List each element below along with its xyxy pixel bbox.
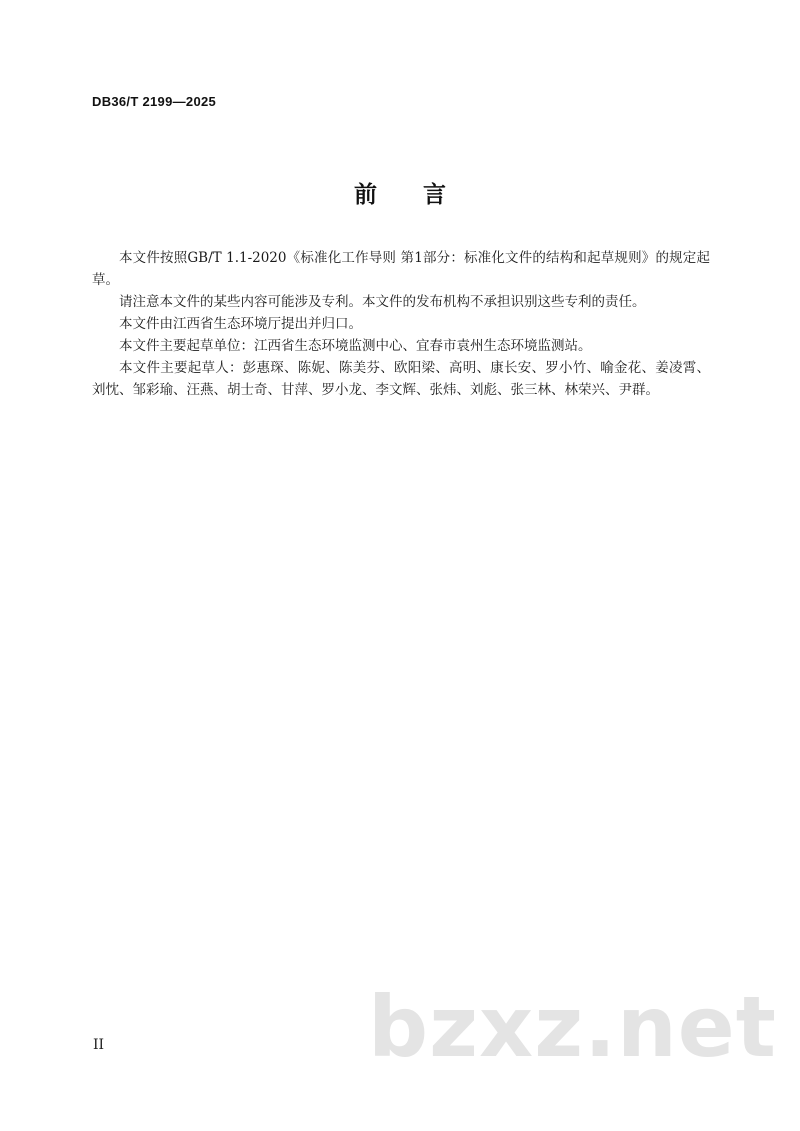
paragraph-patent-notice: 请注意本文件的某些内容可能涉及专利。本文件的发布机构不承担识别这些专利的责任。 xyxy=(119,294,646,310)
paragraph-drafters: 本文件主要起草人：彭惠琛、陈妮、陈美芬、欧阳梁、高明、康长安、罗小竹、喻金花、姜凌霄、刘忱、邹彩瑜、汪燕、胡士奇、甘萍、罗小龙、李文辉、张炜、刘彪、张三林、林荣兴、尹群。 xyxy=(92,360,710,398)
title-char-2: 言 xyxy=(423,182,446,208)
foreword-body xyxy=(92,247,710,401)
paragraph-standard-basis: 本文件按照GB/T 1.1-2020《标准化工作导则 第1部分：标准化文件的结构和起草规则》的规定起草。 xyxy=(92,250,710,288)
title-char-1: 前 xyxy=(354,182,377,208)
page-number: II xyxy=(93,1037,105,1053)
paragraph-drafting-units: 本文件主要起草单位：江西省生态环境监测中心、宜春市袁州生态环境监测站。 xyxy=(119,338,592,354)
document-code: DB36/T 2199—2025 xyxy=(92,94,217,109)
page-title xyxy=(0,176,800,209)
paragraph-proposer: 本文件由江西省生态环境厅提出并归口。 xyxy=(119,316,362,332)
watermark: bzxz.net xyxy=(368,978,777,1076)
